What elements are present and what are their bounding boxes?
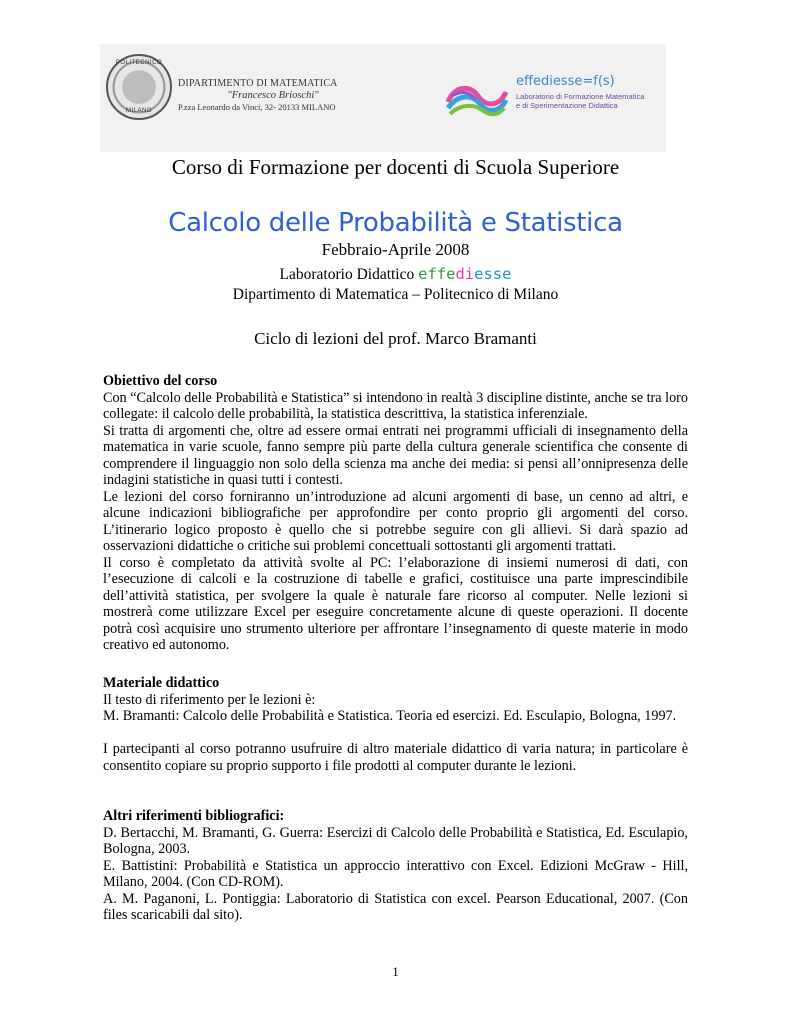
- lecture-cycle: Ciclo di lezioni del prof. Marco Bramanti: [254, 329, 537, 348]
- obiettivo-paragraph: Le lezioni del corso forniranno un’introduzione ad alcuni argomenti di base, un cenno ad altri, e alcune indicazioni bibliografiche per approfondire per conto proprio gli argomenti del corso. L’itinerario logico proposto è quello che si potrebbe seguire con gli allievi. Si darà spazio ad osservazioni didattiche o critiche sui problemi concettuali sottostanti gli argomenti trattati.: [103, 488, 688, 554]
- section-obiettivo: [103, 373, 688, 654]
- effediesse-title: effediesse=f(s): [516, 74, 615, 89]
- riferimenti-heading: Altri riferimenti bibliografici:: [103, 808, 285, 824]
- main-title: Calcolo delle Probabilità e Statistica: [168, 208, 623, 238]
- materiale-heading: Materiale didattico: [103, 675, 220, 691]
- obiettivo-paragraph: Si tratta di argomenti che, oltre ad essere ormai entrati nei programmi ufficiali di insegnamento della matematica in varie scuole, fanno sempre più parte della cultura generale scientifica che consente di comprendere il linguaggio non solo della scienza ma anche dei media: si pensi all’onnipresenza delle indagini statistiche in quasi tutti i contesti.: [103, 422, 688, 488]
- section-materiale: [103, 675, 688, 774]
- lab-prefix: Laboratorio Didattico: [279, 266, 419, 283]
- materiale-line: Il testo di riferimento per le lezioni è:: [103, 691, 316, 708]
- page-number: 1: [392, 964, 399, 979]
- department-block: [178, 78, 368, 112]
- effediesse-subtitle: [516, 92, 666, 110]
- materiale-reference: M. Bramanti: Calcolo delle Probabilità e Statistica. Teoria ed esercizi. Ed. Esculapio, Bologna, 1997.: [103, 708, 677, 724]
- department-name: DIPARTIMENTO DI MATEMATICA: [178, 78, 338, 89]
- obiettivo-paragraph: Con “Calcolo delle Probabilità e Statistica” si intendono in realtà 3 discipline distinte, anche se tra loro collegate: il calcolo delle probabilità, la statistica descrittiva, la statistica inferenziale.: [103, 389, 688, 422]
- department-line: Dipartimento di Matematica – Politecnico di Milano: [232, 286, 559, 303]
- obiettivo-heading: Obiettivo del corso: [103, 373, 218, 389]
- politecnico-seal-logo: [106, 54, 172, 120]
- course-dates: Febbraio-Aprile 2008: [321, 240, 470, 259]
- section-riferimenti: [103, 808, 688, 924]
- effediesse-swirl-icon: [444, 80, 510, 120]
- lab-line: [0, 265, 791, 284]
- course-title: Corso di Formazione per docenti di Scuola Superiore: [171, 155, 620, 179]
- seal-bottom-text: MILANO: [125, 108, 152, 114]
- obiettivo-paragraph: Il corso è completato da attività svolte al PC: l’elaborazione di insiemi numerosi di dati, con l’esecuzione di calcoli e la costruzione di tabelle e grafici, costituisce una parte imprescindibile dell’attività statistica, per svolgere la quale è naturale fare ricorso al computer. Nelle lezioni si mostrerà come utilizzare Excel per eseguire concretamente alcune di queste operazioni. Il docente potrà così acquisire uno strumento ulteriore per affrontare l’insegnamento di queste materie in modo creativo ed autonomo.: [103, 554, 688, 653]
- materiale-note: I partecipanti al corso potranno usufruire di altro materiale didattico di varia natura; in particolare è consentito copiare su proprio supporto i file prodotti al computer durante le lezioni.: [103, 741, 688, 774]
- seal-top-text: POLITECNICO: [115, 60, 163, 66]
- letterhead: [100, 44, 666, 152]
- lab-effe: effe: [418, 265, 456, 283]
- lab-esse: esse: [474, 265, 512, 283]
- reference-item: E. Battistini: Probabilità e Statistica un approccio interattivo con Excel. Edizioni McGraw - Hill, Milano, 2004. (Con CD-ROM).: [103, 857, 688, 890]
- reference-item: D. Bertacchi, M. Bramanti, G. Guerra: Esercizi di Calcolo delle Probabilità e Statistica, Ed. Esculapio, Bologna, 2003.: [103, 824, 688, 857]
- effediesse-logo: [444, 74, 664, 134]
- effediesse-subtitle-line1: Laboratorio di Formazione Matematica: [516, 92, 645, 101]
- lab-di: di: [455, 265, 475, 283]
- department-address: P.zza Leonardo da Vinci, 32- 20133 MILANO: [178, 102, 336, 112]
- effediesse-subtitle-line2: e di Sperimentazione Didattica: [516, 101, 618, 110]
- department-dedication: "Francesco Brioschi": [227, 90, 319, 101]
- reference-item: A. M. Paganoni, L. Pontiggia: Laboratorio di Statistica con excel. Pearson Educational, 2007. (Con files scaricabili dal sito).: [103, 890, 688, 923]
